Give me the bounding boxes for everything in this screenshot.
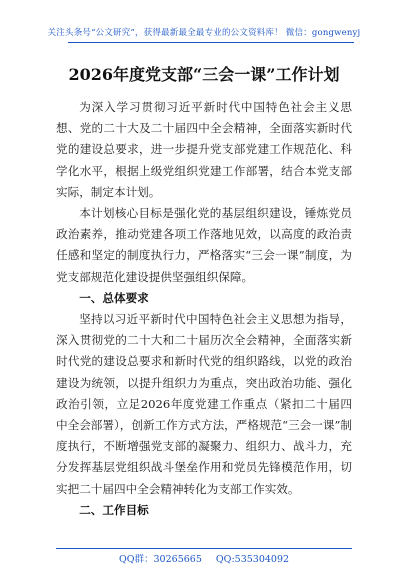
section-1-paragraph: 坚持以习近平新时代中国特色社会主义思想为指导，深入贯彻党的二十大和二十届历次全会精神，全面落实新时代党的建设总要求和新时代党的组织路线，以党的政治建设为统领，以提升组织力为重点，突出政治功能、强化政治引领，立足2026年度党建工作重点（紧扣二十届四中全会部署），创新工作方式方法，严格规范“三会一课”制度执行，不断增强党支部的凝聚力、组织力、战斗力，充分发挥基层党组织战斗堡垒作用和党员先锋模范作用，切实把二十届四中全会精神转化为支部工作实效。 [56, 312, 352, 496]
section-2-heading: 二、工作目标 [79, 502, 149, 517]
document-body [56, 97, 352, 521]
intro-paragraph-1: 为深入学习贯彻习近平新时代中国特色社会主义思想、党的二十大及二十届四中全会精神，全面落实新时代党的建设总要求，进一步提升党支部党建工作规范化、科学化水平，根据上级党组织党建工作部署，结合本党支部实际，制定本计划。 [56, 100, 352, 199]
section-1-heading: 一、总体要求 [79, 290, 149, 305]
footer-divider [56, 548, 352, 549]
header-banner: 关注头条号“公文研究”，获得最新最全最专业的公文资料库！ 微信：gongwenyj [47, 28, 361, 38]
footer-contact [0, 551, 408, 565]
intro-paragraph-2: 本计划核心目标是强化党的基层组织建设，锤炼党员政治素养，推动党建各项工作落地见效，以高度的政治责任感和坚定的制度执行力，严格落实“三会一课”制度，为党支部规范化建设提供坚强组织保障。 [56, 206, 352, 284]
header-divider [68, 42, 354, 43]
footer-qq: QQ:535304092 [215, 554, 290, 565]
footer-qq-group: QQ群：30265665 [118, 554, 202, 565]
document-title: 2026年度党支部“三会一课”工作计划 [68, 65, 340, 84]
